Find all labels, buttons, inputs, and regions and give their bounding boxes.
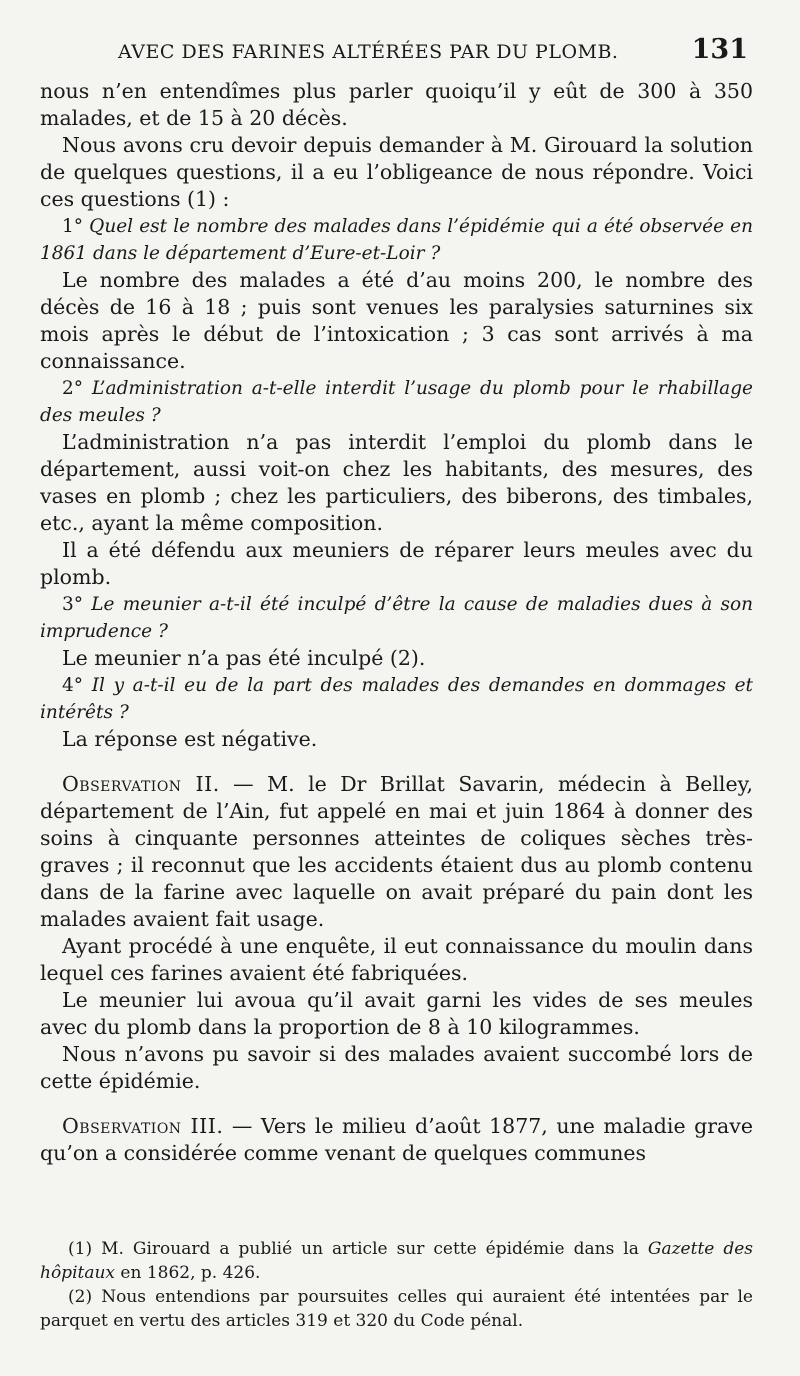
paragraph: Nous avons cru devoir depuis demander à M. Girouard la solution de quelques questions, il a eu l’obligeance de nous répondre. Voici ces questions (1) : bbox=[40, 133, 753, 211]
question-text: Quel est le nombre des malades dans l’épidémie qui a été observée en 1861 dans le département d’Eure-et-Loir ? bbox=[40, 216, 753, 264]
question-text: Il y a-t-il eu de la part des malades des demandes en dommages et intérêts ? bbox=[40, 675, 753, 723]
answer-2a: L’administration n’a pas interdit l’emploi du plomb dans le département, aussi voit-on chez les habitants, des mesures, des vases en plomb ; chez les particuliers, des biberons, des timbales, etc., ayant la même composition. bbox=[40, 430, 753, 535]
observation-label: Observation III. bbox=[62, 1114, 224, 1138]
body-text bbox=[40, 78, 753, 1167]
paragraph: Le meunier lui avoua qu’il avait garni les vides de ses meules avec du plomb dans la proportion de 8 à 10 kilogrammes. bbox=[40, 988, 753, 1039]
answer-3: Le meunier n’a pas été inculpé (2). bbox=[62, 646, 426, 670]
question-1 bbox=[40, 213, 753, 267]
footnote-text: en 1862, p. 426. bbox=[115, 1263, 261, 1283]
footnote-2: (2) Nous entendions par poursuites celles qui auraient été intentées par le parquet en vertu des articles 319 et 320 du Code pénal. bbox=[40, 1287, 753, 1331]
question-number: 1° bbox=[62, 216, 84, 237]
observation-text: — Vers le milieu d’août 1877, une maladie grave qu’on a considérée comme venant de quelques communes bbox=[40, 1114, 753, 1165]
question-4 bbox=[40, 672, 753, 726]
page-header bbox=[118, 34, 748, 65]
question-number: 2° bbox=[62, 378, 84, 399]
footnote-text: (1) M. Girouard a publié un article sur cette épidémie dans la bbox=[68, 1239, 648, 1259]
observation-2 bbox=[40, 771, 753, 933]
question-3 bbox=[40, 591, 753, 645]
paragraph: Ayant procédé à une enquête, il eut connaissance du moulin dans lequel ces farines avaient été fabriquées. bbox=[40, 934, 753, 985]
paragraph: Nous n’avons pu savoir si des malades avaient succombé lors de cette épidémie. bbox=[40, 1042, 753, 1093]
page-number: 131 bbox=[691, 34, 748, 65]
observation-3 bbox=[40, 1113, 753, 1167]
answer-2b: Il a été défendu aux meuniers de réparer leurs meules avec du plomb. bbox=[40, 538, 753, 589]
journal-title: Gazette des hôpitaux bbox=[40, 1239, 753, 1283]
observation-text: — M. le Dr Brillat Savarin, médecin à Belley, département de l’Ain, fut appelé en mai et juin 1864 à donner des soins à cinquante personnes atteintes de coliques sèches très-graves ; il reconnut que les accidents étaient dus au plomb contenu dans de la farine avec laquelle on avait préparé du pain dont les malades avaient fait usage. bbox=[40, 772, 753, 931]
footnotes bbox=[40, 1237, 753, 1333]
running-title: AVEC DES FARINES ALTÉRÉES PAR DU PLOMB. bbox=[118, 41, 619, 63]
question-text: L’administration a-t-elle interdit l’usage du plomb pour le rhabillage des meules ? bbox=[40, 378, 753, 426]
answer-1: Le nombre des malades a été d’au moins 200, le nombre des décès de 16 à 18 ; puis sont venues les paralysies saturnines six mois après le début de l’intoxication ; 3 cas sont arrivés à ma connaissance. bbox=[40, 268, 753, 373]
question-2 bbox=[40, 375, 753, 429]
footnote-1 bbox=[40, 1237, 753, 1285]
question-number: 3° bbox=[62, 594, 84, 615]
question-text: Le meunier a-t-il été inculpé d’être la cause de maladies dues à son imprudence ? bbox=[40, 594, 753, 642]
observation-label: Observation II. bbox=[62, 772, 220, 796]
answer-4: La réponse est négative. bbox=[62, 727, 318, 751]
paragraph: nous n’en entendîmes plus parler quoiqu’il y eût de 300 à 350 malades, et de 15 à 20 décès. bbox=[40, 79, 753, 130]
question-number: 4° bbox=[62, 675, 84, 696]
